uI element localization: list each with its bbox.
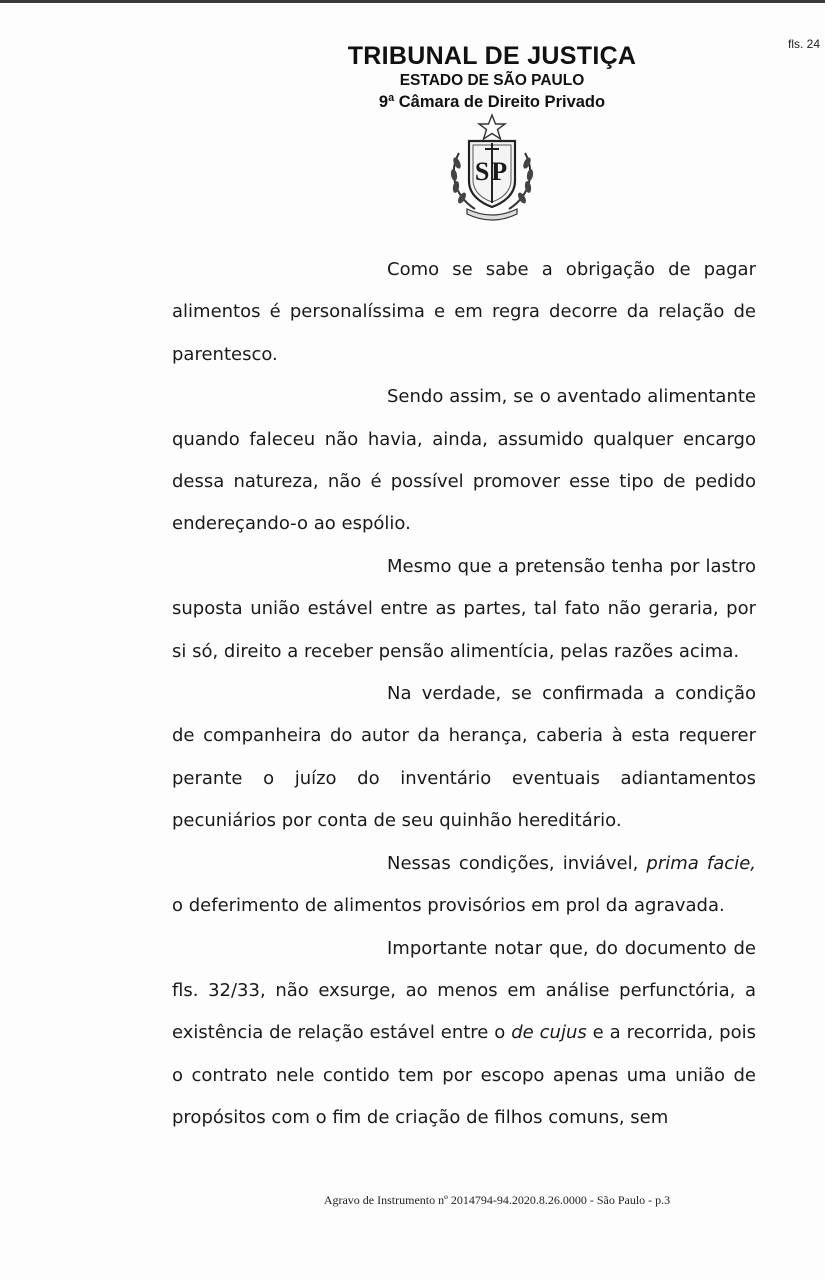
paragraph-text: e a recorrida, pois o contrato nele contido tem por escopo apenas uma união de propósitos com o fim de criação de filhos comuns, sem bbox=[172, 1022, 756, 1129]
sao-paulo-coat-of-arms-icon bbox=[445, 113, 539, 223]
paragraph bbox=[172, 928, 756, 1140]
court-chamber: 9ª Câmara de Direito Privado bbox=[378, 93, 606, 111]
court-header bbox=[0, 41, 825, 113]
latin-term: prima facie, bbox=[646, 852, 756, 874]
page-footer: Agravo de Instrumento nº 2014794-94.2020.8.26.0000 - São Paulo - p.3 bbox=[323, 1193, 671, 1207]
paragraph: Na verdade, se confirmada a condição de companheira do autor da herança, caberia à esta requerer perante o juízo do inventário eventuais adiantamentos pecuniários por conta de seu quinhão hereditário. bbox=[172, 683, 756, 832]
paragraph: Sendo assim, se o aventado alimentante quando faleceu não havia, ainda, assumido qualquer encargo dessa natureza, não é possível promover esse tipo de pedido endereçando-o ao espólio. bbox=[172, 386, 756, 535]
paragraph: Como se sabe a obrigação de pagar alimentos é personalíssima e em regra decorre da relação de parentesco. bbox=[172, 259, 756, 365]
paragraph-text: o deferimento de alimentos provisórios em prol da agravada. bbox=[172, 895, 725, 917]
seal-text: SP bbox=[474, 157, 510, 186]
paragraph-text: Importante notar que, do documento de fls. 32/33, não exsurge, ao menos em análise perfunctória, a existência de relação estável entre o bbox=[172, 937, 756, 1044]
court-state: ESTADO DE SÃO PAULO bbox=[399, 72, 585, 89]
paragraph: Mesmo que a pretensão tenha por lastro suposta união estável entre as partes, tal fato não geraria, por si só, direito a receber pensão alimentícia, pelas razões acima. bbox=[172, 555, 756, 662]
latin-term: de cujus bbox=[511, 1022, 587, 1044]
document-body bbox=[172, 249, 756, 1140]
paragraph bbox=[172, 843, 756, 928]
page-number: fls. 24 bbox=[788, 37, 821, 51]
court-name: TRIBUNAL DE JUSTIÇA bbox=[347, 42, 637, 70]
paragraph-text: Nessas condições, inviável, bbox=[387, 852, 647, 874]
